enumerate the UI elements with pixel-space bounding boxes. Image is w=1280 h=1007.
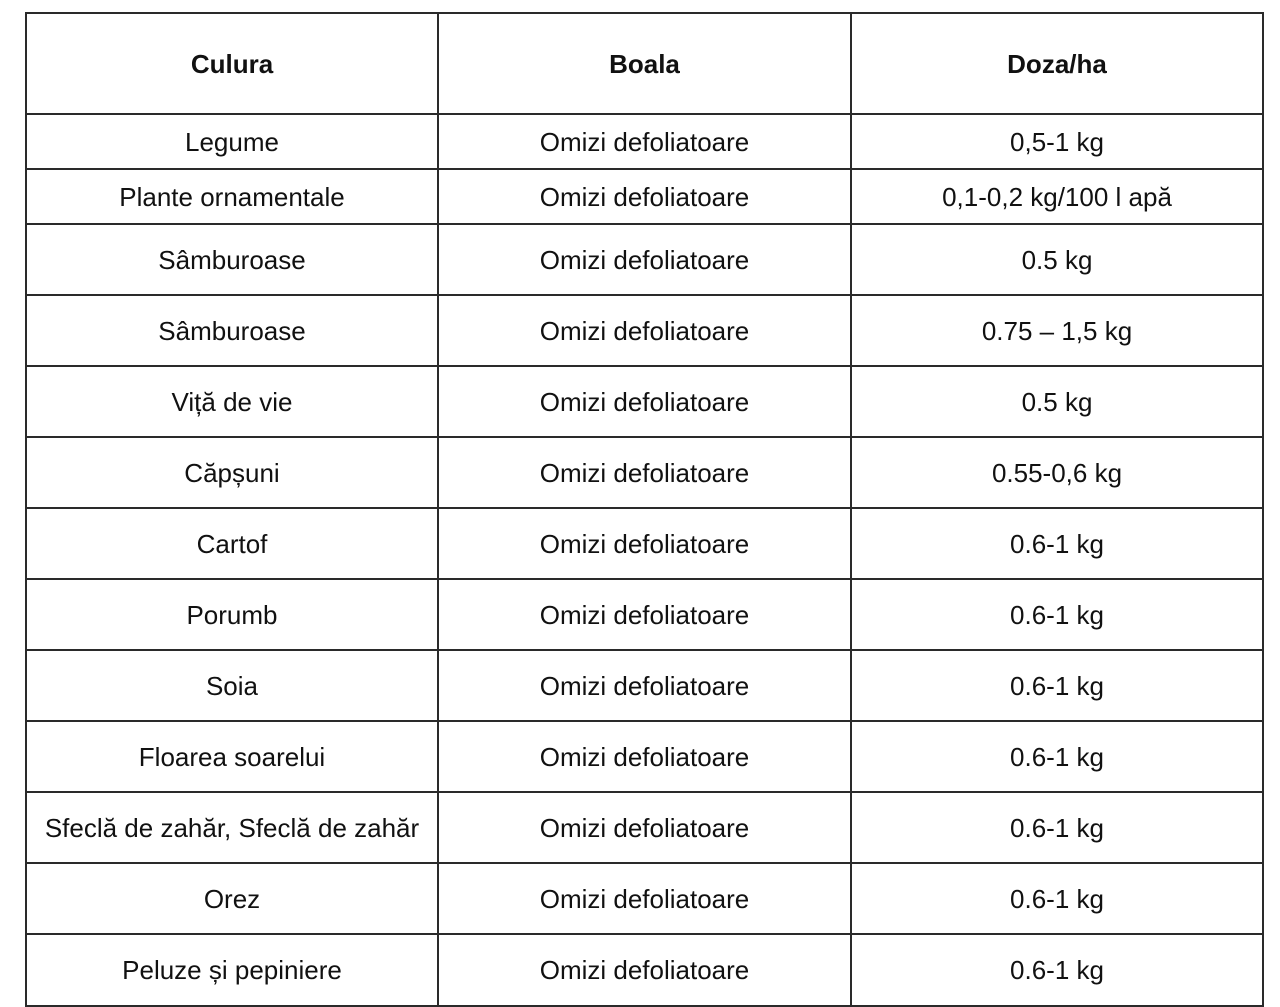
- cell-doza: 0.6-1 kg: [851, 792, 1263, 863]
- cell-boala: Omizi defoliatoare: [438, 579, 851, 650]
- cell-culura: Floarea soarelui: [26, 721, 438, 792]
- table-row: [26, 721, 1263, 792]
- cell-doza: 0,5-1 kg: [851, 114, 1263, 169]
- table-row: [26, 508, 1263, 579]
- cell-doza: 0.6-1 kg: [851, 579, 1263, 650]
- cell-culura: Peluze și pepiniere: [26, 934, 438, 1006]
- cell-doza: 0,1-0,2 kg/100 l apă: [851, 169, 1263, 224]
- cell-boala: Omizi defoliatoare: [438, 114, 851, 169]
- cell-boala: Omizi defoliatoare: [438, 295, 851, 366]
- cell-doza: 0.6-1 kg: [851, 508, 1263, 579]
- cell-culura: Sâmburoase: [26, 224, 438, 295]
- cell-culura: Soia: [26, 650, 438, 721]
- table-row: [26, 863, 1263, 934]
- cell-boala: Omizi defoliatoare: [438, 224, 851, 295]
- cell-boala: Omizi defoliatoare: [438, 792, 851, 863]
- cell-boala: Omizi defoliatoare: [438, 437, 851, 508]
- table-row: [26, 224, 1263, 295]
- table-row: [26, 934, 1263, 1006]
- cell-culura: Orez: [26, 863, 438, 934]
- table-row: [26, 295, 1263, 366]
- cell-culura: Căpșuni: [26, 437, 438, 508]
- column-header-doza: Doza/ha: [851, 13, 1263, 114]
- column-header-boala: Boala: [438, 13, 851, 114]
- dosage-table-container: [25, 12, 1264, 1007]
- cell-culura: Sâmburoase: [26, 295, 438, 366]
- table-header: [26, 13, 1263, 114]
- cell-doza: 0.5 kg: [851, 366, 1263, 437]
- cell-boala: Omizi defoliatoare: [438, 650, 851, 721]
- cell-culura: Sfeclă de zahăr, Sfeclă de zahăr: [26, 792, 438, 863]
- cell-boala: Omizi defoliatoare: [438, 508, 851, 579]
- table-row: [26, 114, 1263, 169]
- cell-culura: Legume: [26, 114, 438, 169]
- dosage-table: [25, 12, 1264, 1007]
- cell-culura: Viță de vie: [26, 366, 438, 437]
- cell-culura: Cartof: [26, 508, 438, 579]
- table-row: [26, 650, 1263, 721]
- cell-doza: 0.55-0,6 kg: [851, 437, 1263, 508]
- table-row: [26, 792, 1263, 863]
- table-row: [26, 169, 1263, 224]
- cell-doza: 0.6-1 kg: [851, 934, 1263, 1006]
- cell-boala: Omizi defoliatoare: [438, 863, 851, 934]
- cell-doza: 0.6-1 kg: [851, 721, 1263, 792]
- cell-culura: Plante ornamentale: [26, 169, 438, 224]
- cell-doza: 0.6-1 kg: [851, 863, 1263, 934]
- cell-boala: Omizi defoliatoare: [438, 169, 851, 224]
- table-row: [26, 366, 1263, 437]
- cell-doza: 0.6-1 kg: [851, 650, 1263, 721]
- table-body: [26, 114, 1263, 1006]
- column-header-culura: Culura: [26, 13, 438, 114]
- cell-boala: Omizi defoliatoare: [438, 934, 851, 1006]
- cell-doza: 0.75 – 1,5 kg: [851, 295, 1263, 366]
- table-row: [26, 437, 1263, 508]
- header-row: [26, 13, 1263, 114]
- cell-doza: 0.5 kg: [851, 224, 1263, 295]
- cell-boala: Omizi defoliatoare: [438, 366, 851, 437]
- cell-culura: Porumb: [26, 579, 438, 650]
- cell-boala: Omizi defoliatoare: [438, 721, 851, 792]
- table-row: [26, 579, 1263, 650]
